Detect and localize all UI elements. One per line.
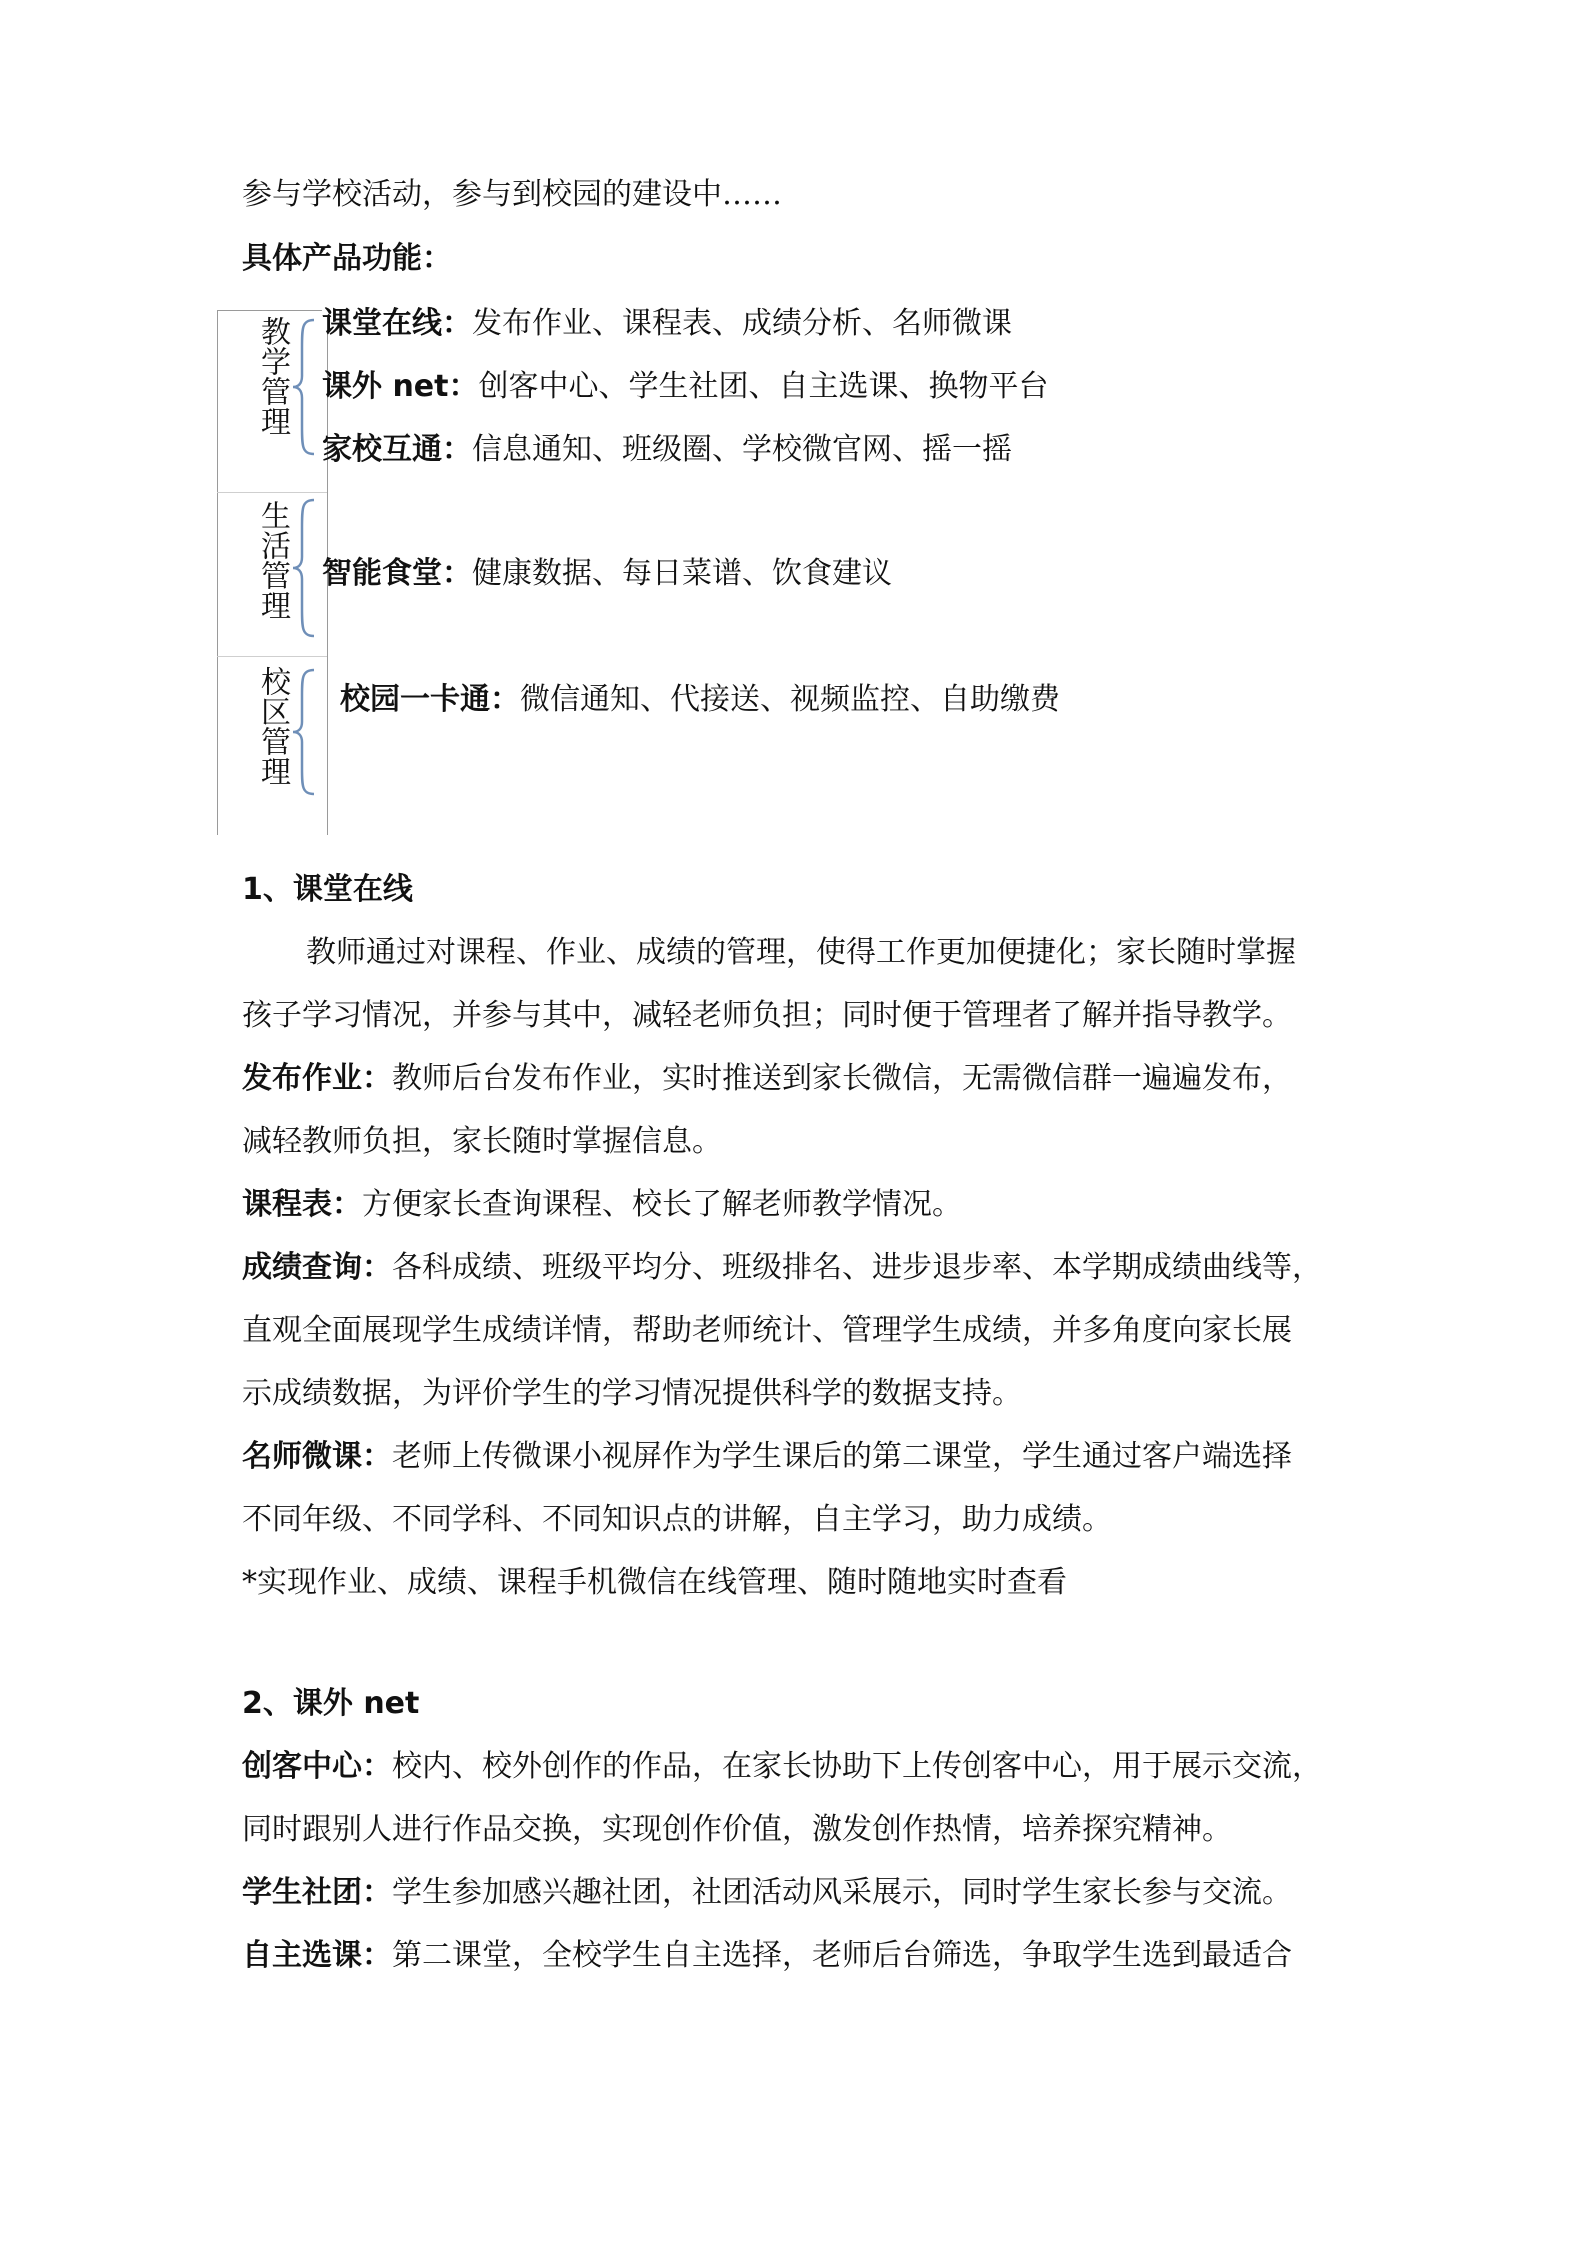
section1-note: *实现作业、成绩、课程手机微信在线管理、随时随地实时查看 [242, 1565, 1067, 1600]
item-key: 校园一卡通： [340, 682, 520, 717]
schedule-line [242, 1183, 962, 1227]
group-label-life: 生活管理 [255, 500, 290, 620]
brace-icon [290, 498, 318, 638]
grades-line: 示成绩数据，为评价学生的学习情况提供科学的数据支持。 [242, 1376, 1022, 1411]
homework-line [242, 1057, 1292, 1101]
maker-line [242, 1745, 1322, 1789]
item-key: 家校互通： [322, 432, 472, 467]
term-key: 自主选课： [242, 1938, 392, 1973]
diagram-item-campus-card [340, 678, 1060, 722]
diagram-item-extracurricular [322, 365, 1049, 409]
term-text: 方便家长查询课程、校长了解老师教学情况。 [362, 1187, 962, 1222]
section1-paragraph: 孩子学习情况，并参与其中，减轻老师负担；同时便于管理者了解并指导教学。 [242, 998, 1292, 1033]
club-line [242, 1871, 1292, 1915]
diagram-item-classroom [322, 302, 1012, 346]
diagram-left-border [217, 310, 218, 835]
section2-heading: 2、课外 net [242, 1686, 420, 1721]
term-key: 成绩查询： [242, 1250, 392, 1285]
term-key: 发布作业： [242, 1061, 392, 1096]
term-text: 校内、校外创作的作品，在家长协助下上传创客中心，用于展示交流， [392, 1749, 1322, 1784]
section1-heading: 1、课堂在线 [242, 872, 413, 907]
brace-icon [290, 318, 318, 456]
course-select-line [242, 1934, 1292, 1978]
intro-text: 参与学校活动，参与到校园的建设中…… [242, 177, 782, 212]
term-key: 创客中心： [242, 1749, 392, 1784]
group-divider [217, 656, 327, 657]
item-value: 微信通知、代接送、视频监控、自助缴费 [520, 682, 1060, 717]
grades-line: 直观全面展现学生成绩详情，帮助老师统计、管理学生成绩，并多角度向家长展 [242, 1313, 1292, 1348]
term-key: 名师微课： [242, 1439, 392, 1474]
item-key: 课堂在线： [322, 306, 472, 341]
term-text: 老师上传微课小视屏作为学生课后的第二课堂，学生通过客户端选择 [392, 1439, 1292, 1474]
term-text: 各科成绩、班级平均分、班级排名、进步退步率、本学期成绩曲线等， [392, 1250, 1322, 1285]
item-key: 课外 net： [322, 369, 479, 404]
item-value: 信息通知、班级圈、学校微官网、摇一摇 [472, 432, 1012, 467]
term-text: 第二课堂，全校学生自主选择，老师后台筛选，争取学生选到最适合 [392, 1938, 1292, 1973]
section1-paragraph: 教师通过对课程、作业、成绩的管理，使得工作更加便捷化；家长随时掌握 [306, 935, 1296, 970]
group-label-campus: 校区管理 [255, 666, 290, 786]
micro-course-line: 不同年级、不同学科、不同知识点的讲解，自主学习，助力成绩。 [242, 1502, 1112, 1537]
homework-line: 减轻教师负担，家长随时掌握信息。 [242, 1124, 722, 1159]
diagram-item-home-school [322, 428, 1012, 472]
group-label-teaching: 教学管理 [255, 316, 290, 436]
term-text: 教师后台发布作业，实时推送到家长微信，无需微信群一遍遍发布， [392, 1061, 1292, 1096]
term-text: 学生参加感兴趣社团，社团活动风采展示，同时学生家长参与交流。 [392, 1875, 1292, 1910]
micro-course-line [242, 1435, 1292, 1479]
term-key: 课程表： [242, 1187, 362, 1222]
item-value: 发布作业、课程表、成绩分析、名师微课 [472, 306, 1012, 341]
group-divider [217, 492, 327, 493]
maker-line: 同时跟别人进行作品交换，实现创作价值，激发创作热情，培养探究精神。 [242, 1812, 1232, 1847]
item-key: 智能食堂： [322, 556, 472, 591]
item-value: 创客中心、学生社团、自主选课、换物平台 [478, 369, 1049, 404]
item-value: 健康数据、每日菜谱、饮食建议 [472, 556, 892, 591]
diagram-top-border [217, 310, 322, 311]
features-heading: 具体产品功能： [242, 241, 452, 276]
grades-line [242, 1246, 1322, 1290]
diagram-item-canteen [322, 552, 892, 596]
term-key: 学生社团： [242, 1875, 392, 1910]
brace-icon [290, 668, 318, 796]
